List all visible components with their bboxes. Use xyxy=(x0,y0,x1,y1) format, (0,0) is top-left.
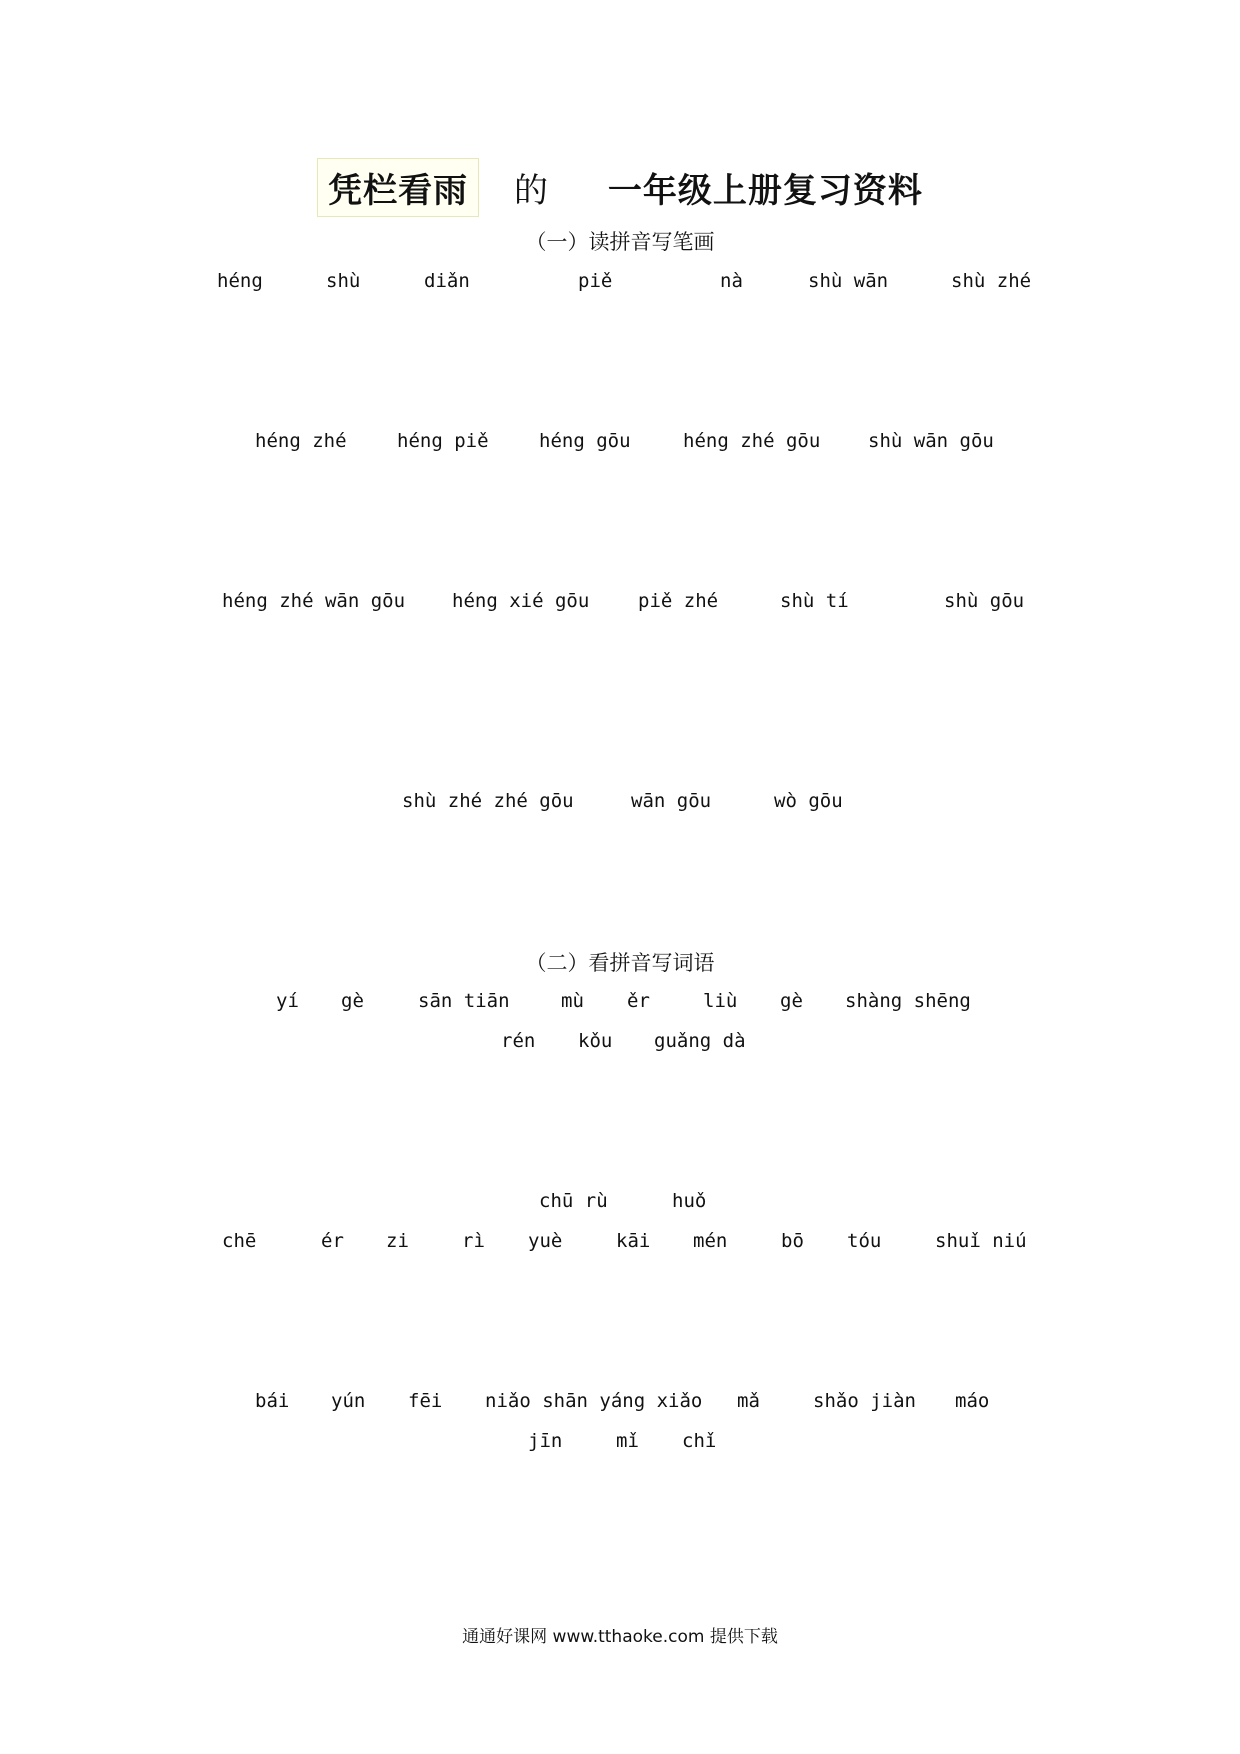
pinyin-item: máo xyxy=(955,1390,990,1412)
pinyin-item: shù tí xyxy=(780,590,849,612)
pinyin-item: rì xyxy=(462,1230,485,1252)
pinyin-item: yí xyxy=(276,990,299,1012)
pinyin-item: diǎn xyxy=(424,270,470,292)
pinyin-item: héng xyxy=(217,270,263,292)
pinyin-item: ér xyxy=(321,1230,344,1252)
section2-row-3 xyxy=(0,1190,1240,1220)
pinyin-item: piě xyxy=(578,270,613,292)
pinyin-item: shù wān gōu xyxy=(868,430,994,452)
pinyin-item: shù zhé xyxy=(951,270,1032,292)
pinyin-item: niǎo shān yáng xiǎo xyxy=(485,1390,703,1412)
pinyin-item: shù gōu xyxy=(944,590,1025,612)
pinyin-item: wān gōu xyxy=(631,790,712,812)
pinyin-item: rén xyxy=(501,1030,536,1052)
page-title xyxy=(0,158,1240,217)
pinyin-item: yuè xyxy=(528,1230,563,1252)
pinyin-item: huǒ xyxy=(672,1190,707,1212)
section1-heading: （一）读拼音写笔画 xyxy=(525,230,715,254)
pinyin-item: chē xyxy=(222,1230,257,1252)
pinyin-item: jīn xyxy=(528,1430,563,1452)
pinyin-item: bái xyxy=(255,1390,290,1412)
pinyin-item: liù xyxy=(703,990,738,1012)
pinyin-item: mù xyxy=(561,990,584,1012)
page-footer: 通通好课网 www.tthaoke.com 提供下载 xyxy=(462,1627,778,1647)
pinyin-item: shù wān xyxy=(808,270,889,292)
pinyin-item: ěr xyxy=(627,990,650,1012)
pinyin-item: sān tiān xyxy=(418,990,510,1012)
pinyin-item: gè xyxy=(341,990,364,1012)
section2-row-6 xyxy=(0,1430,1240,1460)
pinyin-item: kǒu xyxy=(578,1030,613,1052)
pinyin-item: héng gōu xyxy=(539,430,631,452)
title-connector: 的 xyxy=(514,171,549,211)
section2-row-2 xyxy=(0,1030,1240,1060)
pinyin-item: nà xyxy=(720,270,743,292)
pinyin-item: héng piě xyxy=(397,430,489,452)
pinyin-item: guǎng dà xyxy=(654,1030,746,1052)
pinyin-item: piě zhé xyxy=(638,590,719,612)
section2-row-1 xyxy=(0,990,1240,1020)
section1-row-4 xyxy=(0,790,1240,820)
pinyin-item: yún xyxy=(331,1390,366,1412)
pinyin-item: shǎo jiàn xyxy=(813,1390,916,1412)
pinyin-item: wò gōu xyxy=(774,790,843,812)
pinyin-item: fēi xyxy=(408,1390,443,1412)
pinyin-item: héng zhé gōu xyxy=(683,430,821,452)
title-main: 一年级上册复习资料 xyxy=(607,171,923,211)
section1-row-1 xyxy=(0,270,1240,300)
section2-heading: （二）看拼音写词语 xyxy=(525,951,715,975)
section1-row-3 xyxy=(0,590,1240,620)
pinyin-item: tóu xyxy=(847,1230,882,1252)
pinyin-item: shù zhé zhé gōu xyxy=(402,790,574,812)
pinyin-item: bō xyxy=(781,1230,804,1252)
pinyin-item: mén xyxy=(693,1230,728,1252)
pinyin-item: kāi xyxy=(616,1230,651,1252)
pinyin-item: shù xyxy=(326,270,361,292)
pinyin-item: héng zhé wān gōu xyxy=(222,590,406,612)
pinyin-item: gè xyxy=(780,990,803,1012)
pinyin-item: chū rù xyxy=(539,1190,608,1212)
pinyin-item: mǐ xyxy=(616,1430,639,1452)
pinyin-item: zi xyxy=(386,1230,409,1252)
pinyin-item: héng zhé xyxy=(255,430,347,452)
pinyin-item: mǎ xyxy=(737,1390,760,1412)
pinyin-item: chǐ xyxy=(682,1430,717,1452)
pinyin-item: héng xié gōu xyxy=(452,590,590,612)
section2-row-5 xyxy=(0,1390,1240,1420)
section2-row-4 xyxy=(0,1230,1240,1260)
title-author-box: 凭栏看雨 xyxy=(317,158,479,217)
section1-row-2 xyxy=(0,430,1240,460)
pinyin-item: shàng shēng xyxy=(845,990,971,1012)
pinyin-item: shuǐ niú xyxy=(935,1230,1027,1252)
